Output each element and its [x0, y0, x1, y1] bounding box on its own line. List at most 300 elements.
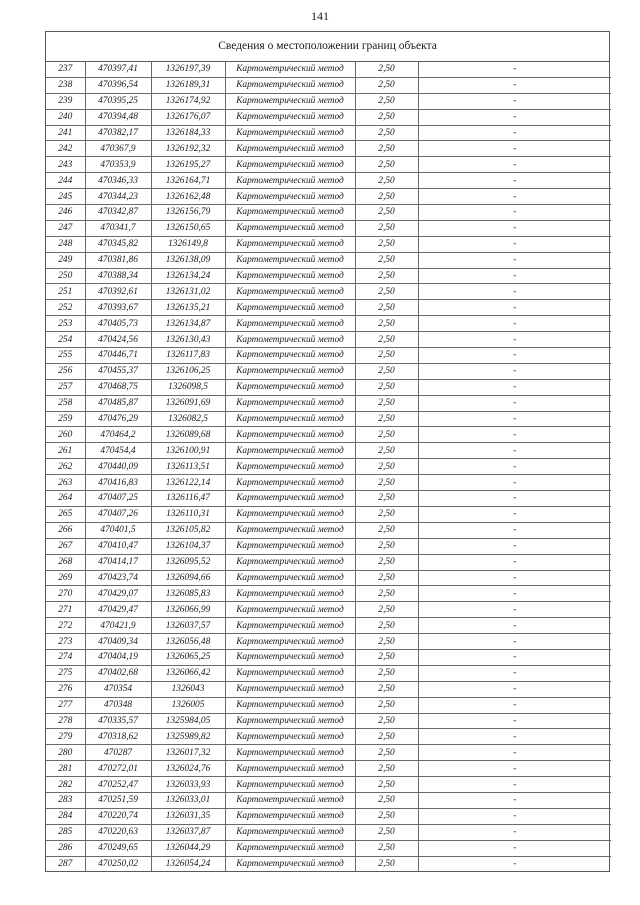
positional-error: 2,50	[355, 761, 418, 777]
coordinate-x: 470318,62	[85, 729, 151, 745]
determination-method: Картометрический метод	[225, 220, 355, 236]
coordinate-x: 470249,65	[85, 840, 151, 856]
coordinate-y: 1326031,35	[151, 808, 225, 824]
point-note: -	[418, 729, 611, 745]
point-note: -	[418, 189, 611, 205]
coordinate-x: 470395,25	[85, 93, 151, 109]
coordinate-x: 470250,02	[85, 856, 151, 871]
positional-error: 2,50	[355, 491, 418, 507]
coordinate-x: 470424,56	[85, 332, 151, 348]
table-row	[46, 205, 611, 221]
determination-method: Картометрический метод	[225, 379, 355, 395]
positional-error: 2,50	[355, 300, 418, 316]
point-note: -	[418, 316, 611, 332]
coordinate-x: 470381,86	[85, 252, 151, 268]
point-note: -	[513, 858, 517, 869]
coordinate-x: 470455,37	[85, 363, 151, 379]
determination-method: Картометрический метод	[225, 332, 355, 348]
positional-error: 2,50	[355, 729, 418, 745]
table-row	[46, 570, 611, 586]
coordinate-x: 470402,68	[85, 665, 151, 681]
table-row	[46, 649, 611, 665]
coordinate-x: 470342,87	[85, 205, 151, 221]
table-row	[46, 363, 611, 379]
coordinate-x: 470401,5	[85, 522, 151, 538]
determination-method: Картометрический метод	[225, 348, 355, 364]
coordinate-x: 470353,9	[85, 157, 151, 173]
point-number: 268	[46, 554, 85, 570]
determination-method: Картометрический метод	[225, 125, 355, 141]
point-note: -	[418, 268, 611, 284]
coordinate-y: 1326189,31	[151, 77, 225, 93]
point-note: -	[418, 157, 611, 173]
coordinate-y: 1326131,02	[151, 284, 225, 300]
positional-error: 2,50	[355, 205, 418, 221]
point-note: -	[418, 713, 611, 729]
coordinate-x: 470344,23	[85, 189, 151, 205]
point-note: -	[418, 586, 611, 602]
positional-error: 2,50	[355, 363, 418, 379]
point-note: -	[418, 538, 611, 554]
coordinate-x: 470407,25	[85, 491, 151, 507]
determination-method: Картометрический метод	[225, 808, 355, 824]
coordinate-y: 1326085,83	[151, 586, 225, 602]
coordinate-x: 470446,71	[85, 348, 151, 364]
point-number: 279	[46, 729, 85, 745]
coordinate-y: 1325989,82	[151, 729, 225, 745]
determination-method: Картометрический метод	[225, 586, 355, 602]
point-number: 247	[46, 220, 85, 236]
determination-method: Картометрический метод	[225, 205, 355, 221]
point-note: -	[418, 443, 611, 459]
table-row	[46, 634, 611, 650]
table-row	[46, 840, 611, 856]
positional-error: 2,50	[355, 522, 418, 538]
point-number: 238	[46, 77, 85, 93]
positional-error: 2,50	[355, 189, 418, 205]
determination-method: Картометрический метод	[225, 681, 355, 697]
coordinate-x: 470367,9	[85, 141, 151, 157]
point-number: 272	[46, 618, 85, 634]
point-note: -	[418, 395, 611, 411]
coordinate-y: 1326113,51	[151, 459, 225, 475]
positional-error: 2,50	[355, 681, 418, 697]
table-row	[46, 77, 611, 93]
coordinate-y: 1326095,52	[151, 554, 225, 570]
determination-method: Картометрический метод	[225, 649, 355, 665]
determination-method: Картометрический метод	[225, 300, 355, 316]
determination-method: Картометрический метод	[225, 602, 355, 618]
point-note: -	[418, 332, 611, 348]
determination-method: Картометрический метод	[225, 761, 355, 777]
point-note: -	[418, 602, 611, 618]
positional-error: 2,50	[355, 602, 418, 618]
point-note: -	[418, 618, 611, 634]
table-row	[46, 808, 611, 824]
coordinate-y: 1326037,87	[151, 824, 225, 840]
table-row	[46, 459, 611, 475]
point-note: -	[418, 109, 611, 125]
point-number: 264	[46, 491, 85, 507]
table-row	[46, 141, 611, 157]
point-note: -	[418, 554, 611, 570]
positional-error: 2,50	[355, 379, 418, 395]
coordinate-x: 470345,82	[85, 236, 151, 252]
point-note: -	[418, 808, 611, 824]
table-row	[46, 443, 611, 459]
coordinate-y: 1326005	[151, 697, 225, 713]
point-number: 241	[46, 125, 85, 141]
point-number: 259	[46, 411, 85, 427]
coordinate-x: 470429,47	[85, 602, 151, 618]
point-note: -	[418, 300, 611, 316]
determination-method: Картометрический метод	[225, 745, 355, 761]
coordinate-y: 1326156,79	[151, 205, 225, 221]
point-note: -	[418, 125, 611, 141]
point-note: -	[418, 475, 611, 491]
coordinate-y: 1326037,57	[151, 618, 225, 634]
coordinate-y: 1326056,48	[151, 634, 225, 650]
coordinate-y: 1326043	[151, 681, 225, 697]
point-note: -	[418, 363, 611, 379]
coordinate-x: 470335,57	[85, 713, 151, 729]
determination-method: Картометрический метод	[225, 792, 355, 808]
coordinate-y: 1326174,92	[151, 93, 225, 109]
point-number: 286	[46, 840, 85, 856]
point-number: 285	[46, 824, 85, 840]
coordinate-y: 1326110,31	[151, 506, 225, 522]
positional-error: 2,50	[355, 649, 418, 665]
table-row	[46, 189, 611, 205]
coordinate-x: 470220,74	[85, 808, 151, 824]
determination-method: Картометрический метод	[225, 570, 355, 586]
point-note: -	[418, 777, 611, 793]
point-number: 274	[46, 649, 85, 665]
coordinate-x: 470251,59	[85, 792, 151, 808]
determination-method: Картометрический метод	[225, 665, 355, 681]
point-number: 248	[46, 236, 85, 252]
coordinate-y: 1326094,66	[151, 570, 225, 586]
coordinate-y: 1326082,5	[151, 411, 225, 427]
determination-method: Картометрический метод	[225, 252, 355, 268]
point-note: -	[418, 824, 611, 840]
coordinate-y: 1325984,05	[151, 713, 225, 729]
table-row	[46, 379, 611, 395]
coordinate-y: 1326149,8	[151, 236, 225, 252]
determination-method: Картометрический метод	[225, 157, 355, 173]
table-row	[46, 395, 611, 411]
table-row	[46, 745, 611, 761]
coordinate-x: 470348	[85, 697, 151, 713]
coordinate-y: 1326105,82	[151, 522, 225, 538]
positional-error: 2,50	[355, 395, 418, 411]
table-row	[46, 332, 611, 348]
point-number: 258	[46, 395, 85, 411]
positional-error: 2,50	[355, 173, 418, 189]
positional-error: 2,50	[355, 554, 418, 570]
table-row	[46, 427, 611, 443]
positional-error: 2,50	[355, 316, 418, 332]
point-number: 269	[46, 570, 85, 586]
positional-error: 2,50	[355, 284, 418, 300]
coordinate-x: 470409,34	[85, 634, 151, 650]
point-number: 244	[46, 173, 85, 189]
table-row	[46, 173, 611, 189]
point-number: 275	[46, 665, 85, 681]
point-note: -	[418, 284, 611, 300]
point-number: 273	[46, 634, 85, 650]
positional-error: 2,50	[355, 332, 418, 348]
positional-error: 2,50	[355, 62, 418, 77]
point-number: 237	[46, 62, 85, 77]
coordinate-y: 1326197,39	[151, 62, 225, 77]
determination-method: Картометрический метод	[225, 856, 355, 871]
point-number: 287	[46, 856, 85, 871]
point-note: -	[418, 840, 611, 856]
determination-method: Картометрический метод	[225, 618, 355, 634]
coordinate-y: 1326135,21	[151, 300, 225, 316]
determination-method: Картометрический метод	[225, 268, 355, 284]
determination-method: Картометрический метод	[225, 491, 355, 507]
coordinate-x: 470394,48	[85, 109, 151, 125]
coordinate-y: 1326044,29	[151, 840, 225, 856]
point-number: 261	[46, 443, 85, 459]
coordinate-x: 470404,19	[85, 649, 151, 665]
point-number: 260	[46, 427, 85, 443]
point-number: 281	[46, 761, 85, 777]
coordinate-y: 1326066,99	[151, 602, 225, 618]
determination-method: Картометрический метод	[225, 840, 355, 856]
coordinate-x: 470287	[85, 745, 151, 761]
point-number: 265	[46, 506, 85, 522]
determination-method: Картометрический метод	[225, 236, 355, 252]
point-number: 250	[46, 268, 85, 284]
coordinate-y: 1326017,32	[151, 745, 225, 761]
point-note: -	[418, 570, 611, 586]
positional-error: 2,50	[355, 777, 418, 793]
table-row	[46, 252, 611, 268]
coordinate-x: 470476,29	[85, 411, 151, 427]
coordinate-y: 1326033,93	[151, 777, 225, 793]
point-note: -	[418, 649, 611, 665]
coordinate-x: 470423,74	[85, 570, 151, 586]
determination-method: Картометрический метод	[225, 443, 355, 459]
determination-method: Картометрический метод	[225, 475, 355, 491]
coordinate-y: 1326100,91	[151, 443, 225, 459]
coordinate-x: 470410,47	[85, 538, 151, 554]
determination-method: Картометрический метод	[225, 316, 355, 332]
table-row	[46, 284, 611, 300]
point-note: -	[418, 205, 611, 221]
point-number: 267	[46, 538, 85, 554]
coordinate-x: 470341,7	[85, 220, 151, 236]
coordinate-y: 1326176,07	[151, 109, 225, 125]
table-row	[46, 220, 611, 236]
table-row	[46, 681, 611, 697]
point-note: -	[418, 236, 611, 252]
determination-method: Картометрический метод	[225, 729, 355, 745]
coordinate-x: 470416,83	[85, 475, 151, 491]
coordinate-x: 470405,73	[85, 316, 151, 332]
positional-error: 2,50	[355, 157, 418, 173]
point-note: -	[418, 491, 611, 507]
point-note: -	[418, 411, 611, 427]
positional-error: 2,50	[355, 824, 418, 840]
point-note: -	[418, 459, 611, 475]
point-number: 256	[46, 363, 85, 379]
coordinate-x: 470397,41	[85, 62, 151, 77]
positional-error: 2,50	[355, 427, 418, 443]
determination-method: Картометрический метод	[225, 284, 355, 300]
determination-method: Картометрический метод	[225, 93, 355, 109]
determination-method: Картометрический метод	[225, 554, 355, 570]
positional-error: 2,50	[355, 840, 418, 856]
page-number: 141	[311, 9, 329, 23]
point-note: -	[418, 141, 611, 157]
table-row	[46, 824, 611, 840]
determination-method: Картометрический метод	[225, 522, 355, 538]
determination-method: Картометрический метод	[225, 459, 355, 475]
coordinates-rows	[46, 62, 611, 871]
point-note: -	[418, 665, 611, 681]
table-row	[46, 316, 611, 332]
point-number: 242	[46, 141, 85, 157]
point-number: 284	[46, 808, 85, 824]
coordinate-x: 470414,17	[85, 554, 151, 570]
point-number: 278	[46, 713, 85, 729]
point-number: 282	[46, 777, 85, 793]
coordinate-y: 1326117,83	[151, 348, 225, 364]
point-note: -	[418, 173, 611, 189]
table-row	[46, 93, 611, 109]
positional-error: 2,50	[355, 236, 418, 252]
point-note: -	[418, 77, 611, 93]
point-number: 257	[46, 379, 85, 395]
point-number: 243	[46, 157, 85, 173]
coordinate-y: 1326098,5	[151, 379, 225, 395]
positional-error: 2,50	[355, 443, 418, 459]
point-number: 280	[46, 745, 85, 761]
determination-method: Картометрический метод	[225, 77, 355, 93]
point-number: 239	[46, 93, 85, 109]
determination-method: Картометрический метод	[225, 697, 355, 713]
point-number: 253	[46, 316, 85, 332]
table-row	[46, 348, 611, 364]
table-row	[46, 109, 611, 125]
point-note: -	[418, 427, 611, 443]
table-row	[46, 411, 611, 427]
positional-error: 2,50	[355, 856, 418, 871]
point-number: 245	[46, 189, 85, 205]
table-row	[46, 602, 611, 618]
coordinate-y: 1326089,68	[151, 427, 225, 443]
coordinate-x: 470272,01	[85, 761, 151, 777]
table-row	[46, 665, 611, 681]
point-number: 252	[46, 300, 85, 316]
determination-method: Картометрический метод	[225, 427, 355, 443]
positional-error: 2,50	[355, 745, 418, 761]
point-note: -	[418, 792, 611, 808]
positional-error: 2,50	[355, 697, 418, 713]
coordinate-x: 470440,09	[85, 459, 151, 475]
point-number: 246	[46, 205, 85, 221]
table-row	[46, 792, 611, 808]
point-number: 255	[46, 348, 85, 364]
point-number: 262	[46, 459, 85, 475]
determination-method: Картометрический метод	[225, 634, 355, 650]
positional-error: 2,50	[355, 220, 418, 236]
coordinate-y: 1326033,01	[151, 792, 225, 808]
point-number: 270	[46, 586, 85, 602]
coordinate-y: 1326134,24	[151, 268, 225, 284]
table-row	[46, 491, 611, 507]
positional-error: 2,50	[355, 268, 418, 284]
determination-method: Картометрический метод	[225, 824, 355, 840]
coordinate-x: 470464,2	[85, 427, 151, 443]
point-note: -	[418, 220, 611, 236]
determination-method: Картометрический метод	[225, 395, 355, 411]
determination-method: Картометрический метод	[225, 713, 355, 729]
point-number: 249	[46, 252, 85, 268]
positional-error: 2,50	[355, 77, 418, 93]
positional-error: 2,50	[355, 538, 418, 554]
table-row	[46, 506, 611, 522]
point-number: 240	[46, 109, 85, 125]
positional-error: 2,50	[355, 792, 418, 808]
coordinate-y: 1326195,27	[151, 157, 225, 173]
table-row	[46, 586, 611, 602]
point-note: -	[418, 634, 611, 650]
coordinate-x: 470220,63	[85, 824, 151, 840]
coordinate-y: 1326116,47	[151, 491, 225, 507]
table-row	[46, 777, 611, 793]
determination-method: Картометрический метод	[225, 141, 355, 157]
table-row	[46, 300, 611, 316]
table-row	[46, 125, 611, 141]
positional-error: 2,50	[355, 109, 418, 125]
coordinate-y: 1326091,69	[151, 395, 225, 411]
point-note: -	[418, 761, 611, 777]
table-row	[46, 618, 611, 634]
table-row	[46, 157, 611, 173]
positional-error: 2,50	[355, 459, 418, 475]
positional-error: 2,50	[355, 93, 418, 109]
determination-method: Картометрический метод	[225, 363, 355, 379]
positional-error: 2,50	[355, 475, 418, 491]
coordinate-x: 470388,34	[85, 268, 151, 284]
table-row	[46, 761, 611, 777]
coordinates-table	[46, 62, 611, 871]
coordinate-x: 470485,87	[85, 395, 151, 411]
coordinate-y: 1326024,76	[151, 761, 225, 777]
determination-method: Картометрический метод	[225, 538, 355, 554]
coordinate-y: 1326054,24	[151, 856, 225, 871]
coordinate-y: 1326106,25	[151, 363, 225, 379]
point-number: 254	[46, 332, 85, 348]
coordinate-x: 470454,4	[85, 443, 151, 459]
table-row	[46, 554, 611, 570]
positional-error: 2,50	[355, 618, 418, 634]
coordinate-y: 1326150,65	[151, 220, 225, 236]
positional-error: 2,50	[355, 665, 418, 681]
coordinate-y: 1326192,32	[151, 141, 225, 157]
coordinate-y: 1326184,33	[151, 125, 225, 141]
positional-error: 2,50	[355, 634, 418, 650]
boundary-coordinates-sheet	[45, 31, 610, 872]
table-row	[46, 522, 611, 538]
positional-error: 2,50	[355, 141, 418, 157]
point-note: -	[418, 252, 611, 268]
